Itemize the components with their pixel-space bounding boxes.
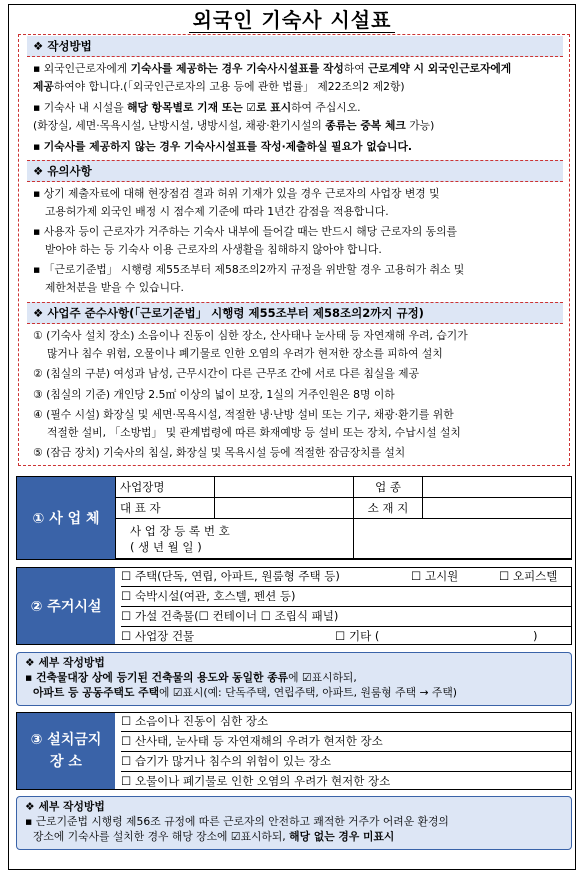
caution-heading: ❖ 유의사항: [27, 160, 563, 182]
duty-line: 적절한 설비, 「소방법」 및 관계법령에 따른 화재예방 등 설비 또는 장치, 수납시설 설치: [47, 425, 461, 439]
banned-option[interactable]: ☐ 산사태, 눈사태 등 자연재해의 우려가 현저한 장소: [121, 732, 571, 752]
rep-label: 대 표 자: [116, 498, 215, 519]
caution-section: [27, 160, 563, 296]
business-type-label: 업 종: [354, 477, 423, 498]
regno-field[interactable]: [354, 519, 572, 559]
method-line-4: (화장실, 세면·목욕시설, 난방시설, 냉방시설, 채광·환기시설의 종류는 중복 체크 가능): [33, 118, 435, 132]
business-section: [16, 476, 572, 560]
address-label: 소 재 지: [354, 498, 423, 519]
business-type-field[interactable]: [423, 477, 572, 498]
business-label: ① 사 업 체: [17, 477, 115, 559]
business-name-field[interactable]: [215, 477, 354, 498]
method-section: [27, 36, 563, 156]
duty-line: ③ (침실의 기준) 개인당 2.5㎡ 이상의 넓이 보장, 1실의 거주인원은 8명 이하: [33, 387, 395, 401]
banned-note-line-1: ▪ 근로기준법 시행령 제56조 규정에 따른 근로자의 안전하고 쾌적한 거주가 어려운 환경의: [25, 815, 449, 828]
duty-line: ⑤ (잠금 장치) 기숙사의 침실, 화장실 및 목욕시설 등에 적절한 잠금장치를 설치: [33, 446, 406, 459]
caution-line: ▪ 「근로기준법」 시행령 제55조부터 제58조의2까지 규정을 위반할 경우 고용허가 취소 및: [33, 263, 465, 276]
duty-section: [27, 302, 563, 462]
page-title: 외국인 기숙사 시설표: [0, 4, 584, 33]
housing-option-house[interactable]: ☐ 주택(단독, 연립, 아파트, 원룸형 주택 등): [121, 569, 340, 583]
caution-line: 제한처분을 받을 수 있습니다.: [45, 280, 184, 294]
housing-label: ② 주거시설: [17, 568, 115, 644]
duty-heading: ❖ 사업주 준수사항(「근로기준법」 시행령 제55조부터 제58조의2까지 규정): [27, 302, 563, 324]
method-line-3: ▪ 기숙사 내 시설을 해당 항목별로 기재 또는 ☑로 표시하여 주십시오.: [33, 101, 361, 114]
caution-line: ▪ 사용자 등이 근로자가 거주하는 기숙사 내부에 들어갈 때는 반드시 해당 근로자의 동의를: [33, 225, 457, 238]
banned-note: [16, 796, 572, 850]
banned-note-heading: ❖ 세부 작성방법: [25, 800, 105, 813]
duty-line: 많거나 침수 위험, 오물이나 폐기물로 인한 오염의 우려가 현저한 장소를 피하여 설치: [47, 346, 443, 360]
method-line-5: ▪ 기숙사를 제공하지 않는 경우 기숙사시설표를 작성·제출하실 필요가 없습니다.: [33, 140, 413, 153]
method-heading: ❖ 작성방법: [27, 36, 563, 57]
housing-option-temporary[interactable]: ☐ 가설 건축물(☐ 컨테이너 ☐ 조립식 패널): [121, 607, 571, 627]
duty-line: ④ (필수 시설) 화장실 및 세면·목욕시설, 적절한 냉·난방 설비 또는 기구, 채광·환기를 위한: [33, 408, 454, 421]
banned-option[interactable]: ☐ 소음이나 진동이 심한 장소: [121, 712, 571, 732]
banned-section: [16, 712, 572, 790]
housing-other-close: ): [533, 629, 538, 643]
housing-option-lodging[interactable]: ☐ 숙박시설(여관, 호스텔, 펜션 등): [121, 587, 571, 607]
housing-option-officetel[interactable]: ☐ 오피스텔: [499, 569, 558, 583]
method-line-2: 제공하여야 합니다.(「외국인근로자의 고용 등에 관한 법률」 제22조의2 제2항): [33, 79, 405, 93]
duty-line: ② (침실의 구분) 여성과 남성, 근무시간이 다른 근무조 간에 서로 다른 침실을 제공: [33, 367, 420, 380]
housing-option-other[interactable]: ☐ 기타 (: [335, 629, 380, 643]
caution-line: 받아야 하는 등 기숙사 이용 근로자의 사생활을 침해하지 않아야 합니다.: [45, 242, 382, 256]
regno-label: 사 업 장 등 록 번 호 ( 생 년 월 일 ): [116, 519, 354, 559]
caution-line: ▪ 상기 제출자료에 대해 현장점검 결과 허위 기재가 있을 경우 근로자의 사업장 변경 및: [33, 187, 440, 200]
banned-label: ③ 설치금지 장 소: [17, 713, 115, 789]
housing-option-workplace[interactable]: ☐ 사업장 건물: [121, 629, 195, 643]
address-field[interactable]: [423, 498, 572, 519]
method-line-1: ▪ 외국인근로자에게 기숙사를 제공하는 경우 기숙사시설표를 작성하여 근로계약 시 외국인근로자에게: [33, 62, 512, 75]
banned-option[interactable]: ☐ 습기가 많거나 침수의 위험이 있는 장소: [121, 752, 571, 772]
housing-section: [16, 567, 572, 645]
housing-option-gosiwon[interactable]: ☐ 고시원: [411, 569, 459, 583]
banned-note-line-2: 장소에 기숙사를 설치한 경우 해당 장소에 ☑표시하되, 해당 없는 경우 미표시: [33, 830, 395, 843]
housing-note-heading: ❖ 세부 작성방법: [25, 656, 105, 669]
housing-note-line-2: 아파트 등 공동주택도 주택에 ☑표시(예: 단독주택, 연립주택, 아파트, 원룸형 주택 → 주택): [33, 686, 458, 699]
duty-line: ① (기숙사 설치 장소) 소음이나 진동이 심한 장소, 산사태나 눈사태 등 자연재해 우려, 습기가: [33, 329, 468, 342]
housing-note: [16, 652, 572, 706]
housing-note-line-1: ▪ 건축물대장 상에 등기된 건축물의 용도와 동일한 종류에 ☑표시하되,: [25, 671, 357, 684]
banned-option[interactable]: ☐ 오물이나 폐기물로 인한 오염의 우려가 현저한 장소: [121, 774, 391, 788]
rep-field[interactable]: [215, 498, 354, 519]
business-name-label: 사업장명: [116, 477, 215, 498]
caution-line: 고용허가제 외국인 배정 시 점수제 기준에 따라 1년간 감점을 적용합니다.: [45, 204, 389, 218]
